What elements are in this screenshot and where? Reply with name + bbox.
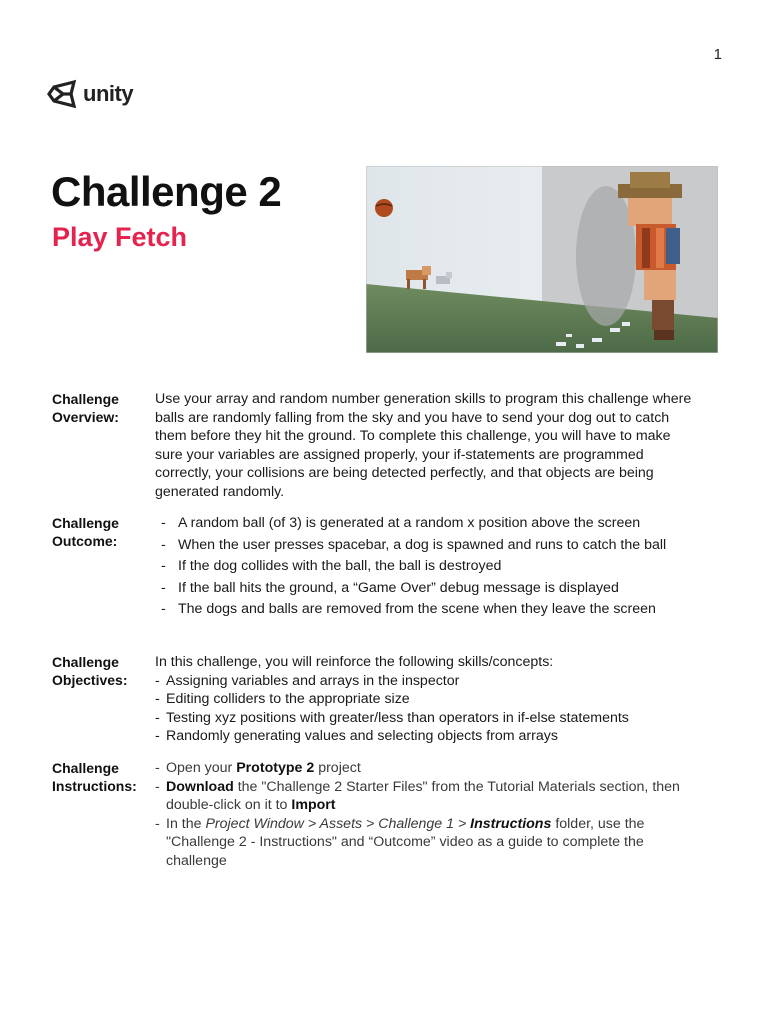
unity-logo [47,78,133,110]
objectives-label: Challenge Objectives: [52,654,128,688]
list-item: - In the Project Window > Assets > Challenge 1 > Instructions folder, use the "Challenge 2 - Instructions" and “Outcome” video as a guide to complete the challenge [155,815,692,871]
list-item: - The dogs and balls are removed from the scene when they leave the screen [161,600,692,619]
list-item: - Download the "Challenge 2 Starter Files" from the Tutorial Materials section, then double-click on it to Import [155,778,692,815]
list-item: - Testing xyz positions with greater/less than operators in if-else statements [155,709,692,728]
logo-text: unity [83,81,134,106]
list-item: - When the user presses spacebar, a dog is spawned and runs to catch the ball [161,536,692,555]
challenge-objectives-section [52,653,692,746]
objectives-list [155,672,692,746]
page-title: Challenge 2 [51,168,282,215]
instructions-label: Challenge Instructions: [52,760,137,794]
instructions-list [155,759,692,870]
list-item: - Assigning variables and arrays in the inspector [155,672,692,691]
list-item: - If the dog collides with the ball, the ball is destroyed [161,557,692,576]
outcome-label: Challenge Outcome: [52,515,119,549]
list-item: - Editing colliders to the appropriate size [155,690,692,709]
challenge-outcome-section [52,514,692,622]
overview-text: Use your array and random number generation skills to program this challenge where balls are randomly falling from the sky and you have to send your dog out to catch them before they hit the ground. To complete this challenge, you will have to make sure your variables are assigned properly, your if-statements are programmed correctly, your collisions are being detected perfectly, and that objects are being generated randomly. [155,391,692,500]
objectives-intro: In this challenge, you will reinforce the following skills/concepts: [155,654,554,670]
list-item: - If the ball hits the ground, a “Game Over” debug message is displayed [161,579,692,598]
list-item: - Open your Prototype 2 project [155,759,692,778]
outcome-list [155,514,692,619]
page-number: 1 [713,46,722,63]
game-scene-screenshot [366,166,718,353]
list-item: - Randomly generating values and selecting objects from arrays [155,727,692,746]
unity-cube-logo-icon [47,78,79,110]
challenge-overview-section [52,390,692,501]
list-item: - A random ball (of 3) is generated at a random x position above the screen [161,514,692,533]
overview-label: Challenge Overview: [52,391,119,425]
page-subtitle: Play Fetch [52,222,188,252]
challenge-instructions-section [52,759,692,870]
